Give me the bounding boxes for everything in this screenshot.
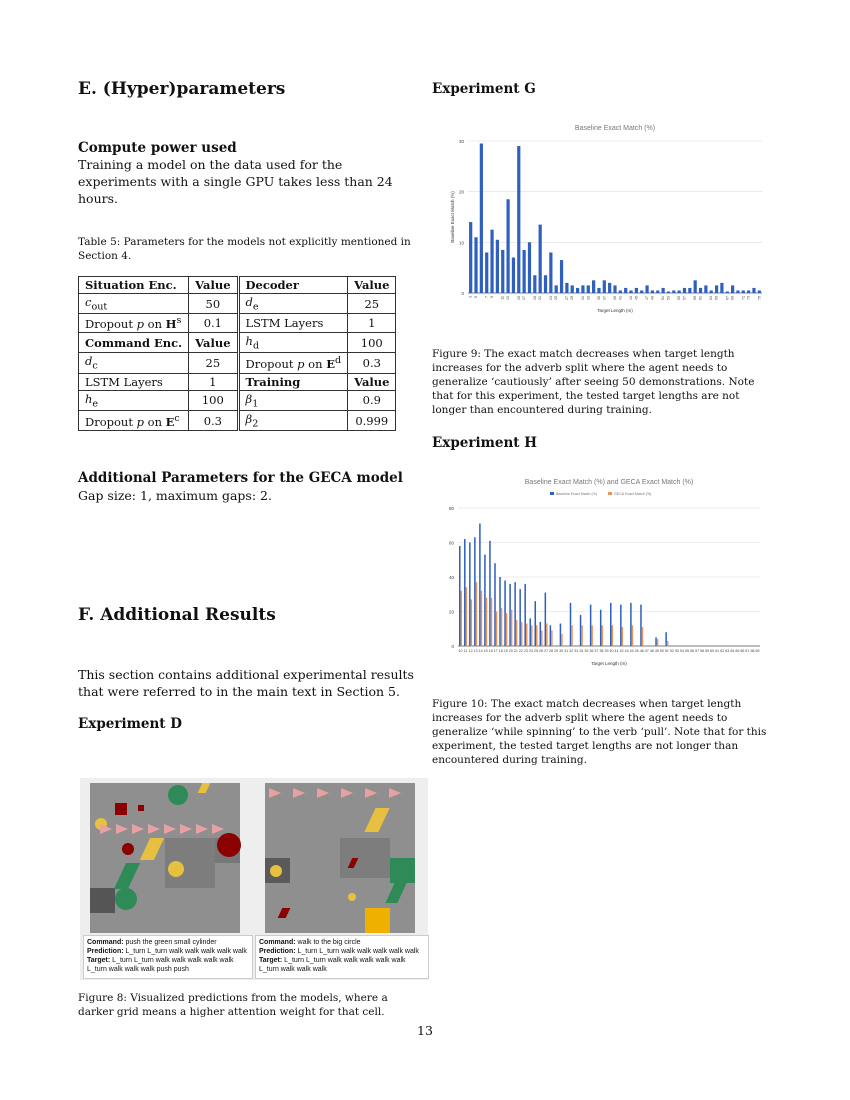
bar — [461, 591, 463, 646]
x-tick-label: 22 — [518, 649, 523, 653]
bar — [516, 620, 518, 646]
figure-10-chart — [432, 470, 772, 670]
bar — [603, 280, 606, 293]
experiment-d-title: Experiment D — [78, 716, 182, 732]
x-tick-label: 59 — [693, 296, 698, 300]
x-tick-label: 21 — [513, 649, 518, 653]
bar — [485, 252, 488, 293]
x-tick-label: 13 — [506, 296, 511, 300]
bar — [656, 290, 659, 293]
bar — [549, 252, 552, 293]
x-tick-label: 45 — [634, 649, 639, 653]
bar — [529, 618, 531, 646]
x-tick-label: 49 — [654, 649, 659, 653]
bar — [592, 280, 595, 293]
fig8-right-target: L_turn L_turn walk walk walk walk walk L_turn walk walk walk — [259, 957, 406, 973]
x-tick-label: 45 — [634, 296, 639, 300]
x-tick-label: 53 — [674, 649, 679, 653]
bar — [731, 285, 734, 293]
fig8-right-command: walk to the big circle — [297, 939, 361, 946]
x-tick-label: 46 — [639, 649, 644, 653]
x-tick-label: 11 — [463, 649, 468, 653]
x-tick-label: 29 — [570, 296, 575, 300]
bar — [501, 250, 504, 293]
bar — [509, 584, 511, 646]
bar — [459, 546, 461, 646]
bar — [710, 290, 713, 293]
bar — [657, 639, 659, 646]
table-cell: 100 — [189, 390, 238, 410]
x-tick-label: 24 — [528, 649, 533, 653]
bar — [539, 225, 542, 293]
compute-title: Compute power used — [78, 140, 237, 156]
x-tick-label: 66 — [740, 649, 745, 653]
figure-8 — [80, 778, 428, 980]
x-tick-label: 27 — [564, 296, 569, 300]
x-tick-label: 49 — [650, 296, 655, 300]
x-tick-label: 21 — [538, 296, 543, 300]
bar — [490, 230, 493, 293]
bar — [466, 587, 468, 646]
x-tick-label: 67 — [745, 649, 750, 653]
x-tick-label: 10 — [458, 649, 463, 653]
table-cell: Dropout p on $E^c$ — [79, 411, 189, 431]
bar — [655, 637, 657, 646]
x-tick-label: 65 — [714, 296, 719, 300]
fig8-left-textbox: Command: push the green small cylinder Prediction: L_turn L_turn walk walk walk walk walk Target: L_turn L_turn walk walk walk walk walk L_turn walk walk walk push push — [83, 935, 253, 979]
x-tick-label: 9 — [490, 296, 495, 298]
x-tick-label: 44 — [629, 649, 634, 653]
legend-label: Baseline Exact Match (%) — [556, 492, 598, 496]
bar — [506, 199, 509, 293]
bar — [640, 290, 643, 293]
bar — [511, 610, 513, 646]
bar — [694, 280, 697, 293]
bar — [512, 258, 515, 293]
grid-world-left — [90, 783, 240, 933]
x-tick-label: 38 — [599, 649, 604, 653]
table-cell: Dropout p on $H^s$ — [79, 314, 189, 333]
x-tick-label: 39 — [604, 649, 609, 653]
x-tick-label: 5 — [474, 296, 479, 298]
bar — [474, 237, 477, 293]
bar — [624, 288, 627, 293]
chart-title: Baseline Exact Match (%) — [574, 125, 656, 132]
table-cell: LSTM Layers — [79, 373, 189, 390]
x-tick-label: 20 — [508, 649, 513, 653]
bar — [715, 285, 718, 293]
bar — [720, 283, 723, 293]
bar — [546, 624, 548, 646]
bar — [704, 285, 707, 293]
figure-8-caption: Figure 8: Visualized predictions from the models, where a darker grid means a higher attention weight for that cell. — [78, 992, 388, 1018]
y-tick-label: 80 — [448, 506, 454, 511]
x-tick-label: 29 — [554, 649, 559, 653]
table-cell: $d_c$ — [79, 353, 189, 373]
section-f-title: F. Additional Results — [78, 605, 276, 625]
bar — [613, 285, 616, 293]
x-axis-label: Target Length (m) — [591, 661, 627, 666]
x-tick-label: 41 — [614, 649, 619, 653]
bar — [600, 610, 602, 646]
bar — [581, 285, 584, 293]
x-tick-label: 3 — [468, 296, 473, 298]
table-cell: $c_{out}$ — [79, 294, 189, 314]
table-cell: Decoder — [238, 277, 348, 294]
bar — [531, 625, 533, 646]
x-tick-label: 48 — [649, 649, 654, 653]
x-tick-label: 15 — [483, 649, 488, 653]
bar — [494, 563, 496, 646]
bar — [526, 624, 528, 646]
bar — [580, 615, 582, 646]
bar — [560, 624, 562, 646]
table-cell: 1 — [189, 373, 238, 390]
x-tick-label: 65 — [735, 649, 740, 653]
y-tick-label: 20 — [448, 609, 454, 615]
bar — [535, 601, 537, 646]
x-tick-label: 33 — [574, 649, 579, 653]
bar — [571, 625, 573, 646]
y-tick-label: 10 — [458, 240, 464, 246]
x-tick-label: 61 — [715, 649, 720, 653]
x-tick-label: 30 — [559, 649, 564, 653]
table-cell: Value — [189, 277, 238, 294]
x-tick-label: 41 — [618, 296, 623, 300]
bar — [640, 605, 642, 646]
x-tick-label: 62 — [720, 649, 725, 653]
agent-trace-icon — [98, 821, 238, 835]
bar — [612, 625, 614, 646]
bar — [504, 580, 506, 646]
bar — [521, 622, 523, 646]
table-cell: Situation Enc. — [79, 277, 189, 294]
table-cell: 0.999 — [348, 411, 396, 431]
bar — [560, 260, 563, 293]
x-tick-label: 67 — [725, 296, 730, 300]
x-tick-label: 14 — [478, 649, 483, 653]
x-tick-label: 47 — [644, 649, 649, 653]
x-tick-label: 51 — [664, 649, 669, 653]
x-tick-label: 35 — [596, 296, 601, 300]
table-cell: 1 — [348, 314, 396, 333]
bar — [544, 275, 547, 293]
x-tick-label: 31 — [580, 296, 585, 300]
x-tick-label: 73 — [746, 296, 751, 300]
bar — [501, 608, 503, 646]
parameters-table — [78, 276, 396, 431]
table-cell: Command Enc. — [79, 333, 189, 353]
x-tick-label: 16 — [488, 649, 493, 653]
table-cell: Value — [348, 277, 396, 294]
geca-title: Additional Parameters for the GECA model — [78, 470, 403, 486]
x-tick-label: 52 — [669, 649, 674, 653]
x-tick-label: 43 — [629, 296, 634, 300]
fig8-right-prediction: L_turn L_turn walk walk walk walk walk — [297, 948, 419, 955]
bar — [622, 627, 624, 646]
x-tick-label: 18 — [498, 649, 503, 653]
table-cell: Training — [238, 373, 348, 390]
bar — [491, 598, 493, 646]
figure-9-caption: Figure 9: The exact match decreases when target length increases for the adverb split where the agent needs to generalize ‘cautiously’ after seeing 50 demonstrations. Note that for this experiment, the tested target lengths are not longer than encountered during training. — [432, 348, 755, 416]
fig8-left-target: L_turn L_turn walk walk walk walk walk L_turn walk walk walk push push — [87, 957, 234, 973]
x-tick-label: 60 — [710, 649, 715, 653]
y-axis-label: Baseline Exact Match (%) — [450, 191, 455, 243]
bar — [581, 625, 583, 646]
bar — [561, 634, 563, 646]
bar — [667, 641, 669, 646]
bar — [536, 625, 538, 646]
x-tick-label: 51 — [661, 296, 666, 300]
table-cell: 0.3 — [189, 411, 238, 431]
section-f-intro: This section contains additional experimental results that were referred to in the main text in Section 5. — [78, 667, 414, 699]
x-tick-label: 57 — [682, 296, 687, 300]
experiment-g-title: Experiment G — [432, 81, 536, 97]
x-tick-label: 19 — [503, 649, 508, 653]
x-tick-label: 17 — [522, 296, 527, 300]
table-cell: $\beta_1$ — [238, 390, 348, 410]
bar — [565, 283, 568, 293]
bar — [571, 285, 574, 293]
bar — [683, 288, 686, 293]
x-tick-label: 57 — [695, 649, 700, 653]
bar — [476, 582, 478, 646]
x-tick-label: 11 — [500, 296, 505, 300]
legend-swatch — [608, 492, 612, 495]
x-tick-label: 12 — [468, 649, 473, 653]
bar — [672, 290, 675, 293]
bar — [587, 285, 590, 293]
x-tick-label: 37 — [602, 296, 607, 300]
x-tick-label: 59 — [705, 649, 710, 653]
x-tick-label: 71 — [741, 296, 746, 300]
table-cell: 25 — [348, 294, 396, 314]
bar — [540, 622, 542, 646]
bar — [736, 290, 739, 293]
x-tick-label: 33 — [586, 296, 591, 300]
bar — [479, 524, 481, 646]
x-tick-label: 7 — [484, 296, 489, 298]
x-tick-label: 64 — [730, 649, 735, 653]
x-tick-label: 55 — [685, 649, 690, 653]
table-cell: 0.1 — [189, 314, 238, 333]
y-tick-label: 30 — [458, 139, 464, 144]
bar — [555, 285, 558, 293]
x-tick-label: 58 — [700, 649, 705, 653]
x-tick-label: 32 — [569, 649, 574, 653]
bar — [551, 630, 553, 646]
bar — [667, 291, 670, 293]
compute-text: Training a model on the data used for the experiments with a single GPU takes less than 24 hours. — [78, 157, 393, 206]
x-tick-label: 50 — [659, 649, 664, 653]
x-tick-label: 40 — [609, 649, 614, 653]
fig8-left-command: push the green small cylinder — [125, 939, 217, 946]
bar — [524, 584, 526, 646]
bar — [632, 625, 634, 646]
bar — [630, 603, 632, 646]
fig8-left-prediction: L_turn L_turn walk walk walk walk walk — [125, 948, 247, 955]
x-tick-label: 25 — [554, 296, 559, 300]
table-cell: 50 — [189, 294, 238, 314]
bar — [506, 613, 508, 646]
x-tick-label: 47 — [645, 296, 650, 300]
bar — [601, 625, 603, 646]
x-tick-label: 43 — [624, 649, 629, 653]
bar — [651, 290, 654, 293]
y-tick-label: 0 — [451, 644, 454, 649]
bar — [742, 290, 745, 293]
x-tick-label: 35 — [584, 649, 589, 653]
bar — [496, 612, 498, 647]
grid-world-right — [265, 783, 415, 933]
table-cell: Value — [189, 333, 238, 353]
geca-text: Gap size: 1, maximum gaps: 2. — [78, 488, 272, 503]
table-cell: 0.3 — [348, 353, 396, 373]
x-tick-label: 53 — [666, 296, 671, 300]
bar — [519, 589, 521, 646]
bar — [619, 290, 622, 293]
bar — [469, 543, 471, 647]
fig8-right-textbox: Command: walk to the big circle Prediction: L_turn L_turn walk walk walk walk walk Target: L_turn L_turn walk walk walk walk walk L_turn walk walk walk — [255, 935, 429, 979]
x-tick-label: 31 — [564, 649, 569, 653]
bar — [550, 625, 552, 646]
figure-10-caption: Figure 10: The exact match decreases when target length increases for the adverb split where the agent needs to generalize ‘while spinning’ to the verb ‘pull’. Note that for this experiment, the tested target lengths are not longer than encountered during training. — [432, 698, 767, 766]
x-tick-label: 13 — [473, 649, 478, 653]
bar — [635, 288, 638, 293]
bar — [620, 605, 622, 646]
table-cell: Dropout p on $E^d$ — [238, 353, 348, 373]
bar — [489, 541, 491, 646]
bar — [726, 291, 729, 293]
bar — [590, 605, 592, 646]
table-cell: $\beta_2$ — [238, 411, 348, 431]
x-tick-label: 54 — [679, 649, 684, 653]
bar — [642, 627, 644, 646]
bar — [496, 240, 499, 293]
x-tick-label: 61 — [698, 296, 703, 300]
x-tick-label: 63 — [709, 296, 714, 300]
y-tick-label: 20 — [458, 189, 464, 195]
legend-swatch — [550, 492, 554, 495]
bar — [514, 582, 516, 646]
table5-caption: Table 5: Parameters for the models not explicitly mentioned in Section 4. — [78, 236, 411, 262]
bar — [570, 603, 572, 646]
x-tick-label: 42 — [619, 649, 624, 653]
table-cell: $d_e$ — [238, 294, 348, 314]
bar — [528, 242, 531, 293]
bar — [662, 288, 665, 293]
table-cell: 25 — [189, 353, 238, 373]
table-cell: Value — [348, 373, 396, 390]
x-tick-label: 36 — [589, 649, 594, 653]
x-tick-label: 15 — [516, 296, 521, 300]
bar — [608, 283, 611, 293]
y-tick-label: 40 — [448, 575, 454, 580]
bar — [469, 222, 472, 293]
x-tick-label: 68 — [750, 649, 755, 653]
x-tick-label: 28 — [549, 649, 554, 653]
x-tick-label: 27 — [544, 649, 549, 653]
bar — [758, 290, 761, 293]
figure-9-chart — [432, 115, 772, 320]
bar — [688, 288, 691, 293]
bar — [591, 625, 593, 646]
x-tick-label: 23 — [548, 296, 553, 300]
table-cell: 100 — [348, 333, 396, 353]
bar — [464, 539, 466, 646]
x-tick-label: 17 — [493, 649, 498, 653]
y-tick-label: 60 — [448, 540, 454, 546]
x-tick-label: 26 — [539, 649, 544, 653]
bar — [499, 577, 501, 646]
x-tick-label: 63 — [725, 649, 730, 653]
bar — [629, 290, 632, 293]
bar — [678, 290, 681, 293]
bar — [471, 599, 473, 646]
bar — [752, 288, 755, 293]
experiment-h-title: Experiment H — [432, 435, 537, 451]
bar — [665, 632, 667, 646]
bar — [645, 285, 648, 293]
legend-label: GECA Exact Match (%) — [614, 492, 652, 496]
x-tick-label: 23 — [523, 649, 528, 653]
bar — [523, 250, 526, 293]
bar — [533, 275, 536, 293]
x-tick-label: 19 — [532, 296, 537, 300]
bar — [486, 598, 488, 646]
bar — [480, 144, 483, 293]
x-axis-label: Target Length (m) — [597, 308, 633, 313]
agent-trace-icon — [267, 785, 413, 799]
bar — [699, 288, 702, 293]
y-tick-label: 0 — [461, 291, 464, 296]
x-tick-label: 39 — [613, 296, 617, 300]
x-tick-label: 69 — [755, 649, 760, 653]
bar — [610, 603, 612, 646]
bar — [541, 630, 543, 646]
table-cell: LSTM Layers — [238, 314, 348, 333]
section-e-title: E. (Hyper)parameters — [78, 79, 286, 99]
bar — [545, 593, 547, 646]
chart-title: Baseline Exact Match (%) and GECA Exact Match (%) — [524, 479, 694, 486]
x-tick-label: 25 — [534, 649, 539, 653]
x-tick-label: 56 — [690, 649, 695, 653]
bar — [517, 146, 520, 293]
page-number: 13 — [417, 1023, 433, 1038]
table-cell: 0.9 — [348, 390, 396, 410]
bar — [481, 591, 483, 646]
x-tick-label: 55 — [677, 296, 682, 300]
x-tick-label: 75 — [757, 296, 762, 300]
x-tick-label: 69 — [730, 296, 735, 300]
table-cell: $h_d$ — [238, 333, 348, 353]
bar — [576, 288, 579, 293]
bar — [474, 537, 476, 646]
x-tick-label: 37 — [594, 649, 599, 653]
table-cell: $h_e$ — [79, 390, 189, 410]
bar — [484, 555, 486, 646]
bar — [747, 290, 750, 293]
x-tick-label: 34 — [579, 649, 584, 653]
bar — [597, 288, 600, 293]
